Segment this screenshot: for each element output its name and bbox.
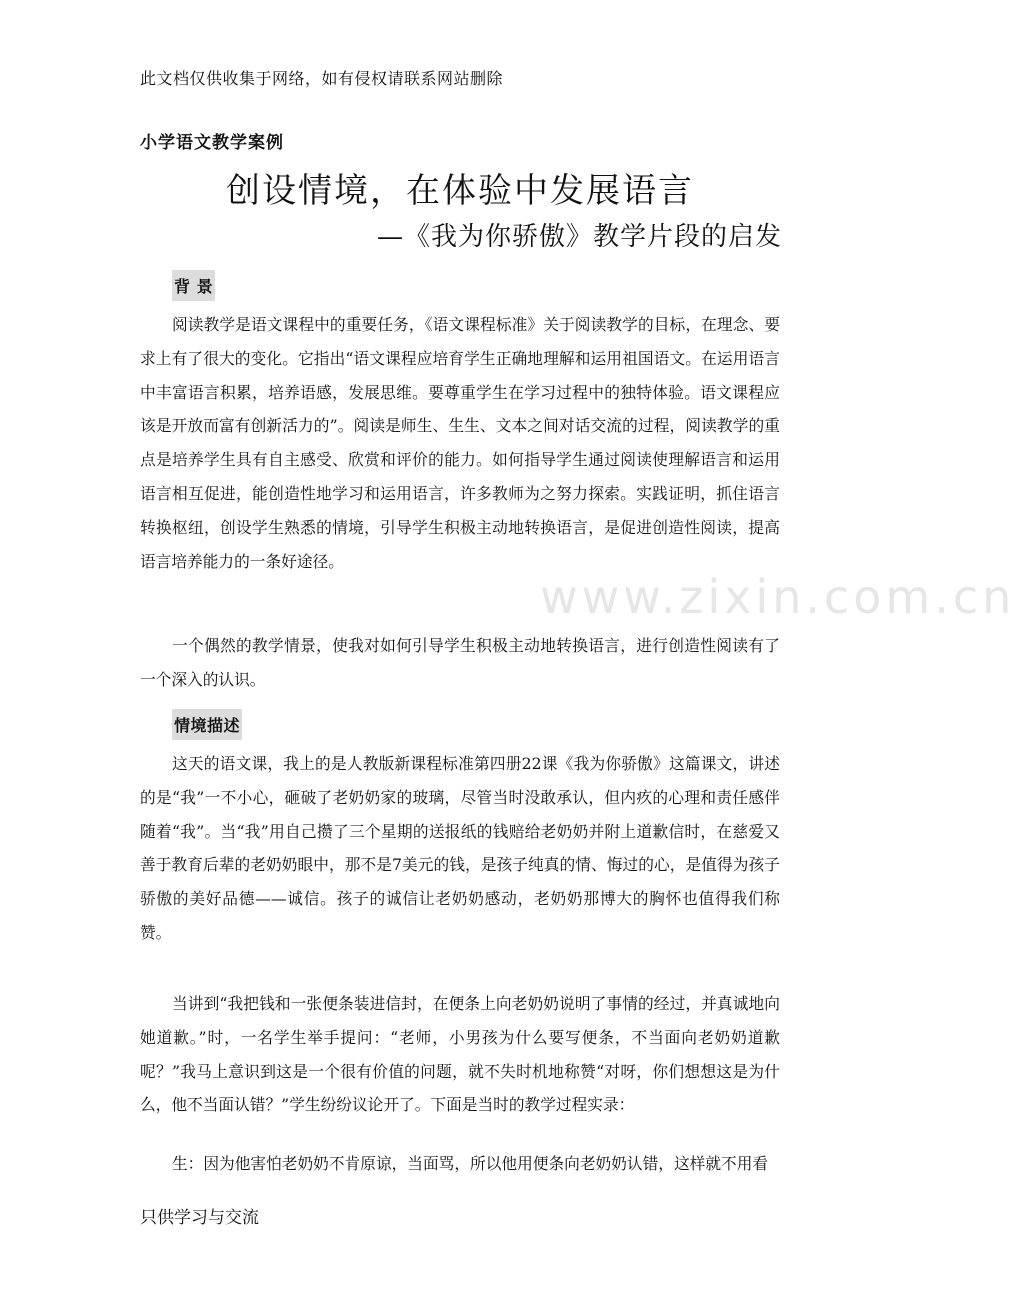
page-subtitle: —《我为你骄傲》教学片段的启发 [376, 222, 782, 252]
section-heading-background: 背 景 [172, 270, 215, 301]
paragraph-situation-2: 当讲到“我把钱和一张便条装进信封，在便条上向老奶奶说明了事情的经过，并真诚地向她道歉。”时，一名学生举手提问：“老师，小男孩为什么要写便条，不当面向老奶奶道歉呢？”我马上意识到这是一个很有价值的问题，就不失时机地称赞“对呀，你们想想这是为什么，他不当面认错？”学生纷纷议论开了。下面是当时的教学过程实录： [140, 994, 780, 1115]
document-category: 小学语文教学案例 [140, 133, 284, 153]
paragraph-background-1: 阅读教学是语文课程中的重要任务，《语文课程标准》关于阅读教学的目标，在理念、要求上有了很大的变化。它指出“语文课程应培育学生正确地理解和运用祖国语文。在运用语言中丰富语言积累，培养语感，发展思维。要尊重学生在学习过程中的独特体验。语文课程应该是开放而富有创新活力的”。阅读是师生、生生、文本之间对话交流的过程，阅读教学的重点是培养学生具有自主感受、欣赏和评价的能力。如何指导学生通过阅读使理解语言和运用语言相互促进，能创造性地学习和运用语言，许多教师为之努力探索。实践证明，抓住语言转换枢纽，创设学生熟悉的情境，引导学生积极主动地转换语言，是促进创造性阅读，提高语言培养能力的一条好途径。 [140, 315, 780, 571]
paragraph-situation-3: 生：因为他害怕老奶奶不肯原谅，当面骂，所以他用便条向老奶奶认错，这样就不用看 [172, 1154, 769, 1173]
paragraph-background-2: 一个偶然的教学情景，使我对如何引导学生积极主动地转换语言，进行创造性阅读有了一个深入的认识。 [140, 636, 780, 689]
header-disclaimer: 此文档仅供收集于网络，如有侵权请联系网站删除 [140, 69, 504, 88]
watermark: www.zixin.com.cn [540, 570, 1015, 624]
section-heading-situation: 情境描述 [172, 709, 242, 740]
footer-note: 只供学习与交流 [140, 1208, 259, 1228]
paragraph-situation-1: 这天的语文课，我上的是人教版新课程标准第四册22课《我为你骄傲》这篇课文，讲述的是“我”一不小心，砸破了老奶奶家的玻璃，尽管当时没敢承认，但内疚的心理和责任感伴随着“我”。当“我”用自己攒了三个星期的送报纸的钱赔给老奶奶并附上道歉信时，在慈爱又善于教育后辈的老奶奶眼中，那不是7美元的钱，是孩子纯真的情、悔过的心，是值得为孩子骄傲的美好品德——诚信。孩子的诚信让老奶奶感动，老奶奶那博大的胸怀也值得我们称赞。 [140, 754, 780, 942]
page-title: 创设情境，在体验中发展语言 [226, 171, 694, 211]
